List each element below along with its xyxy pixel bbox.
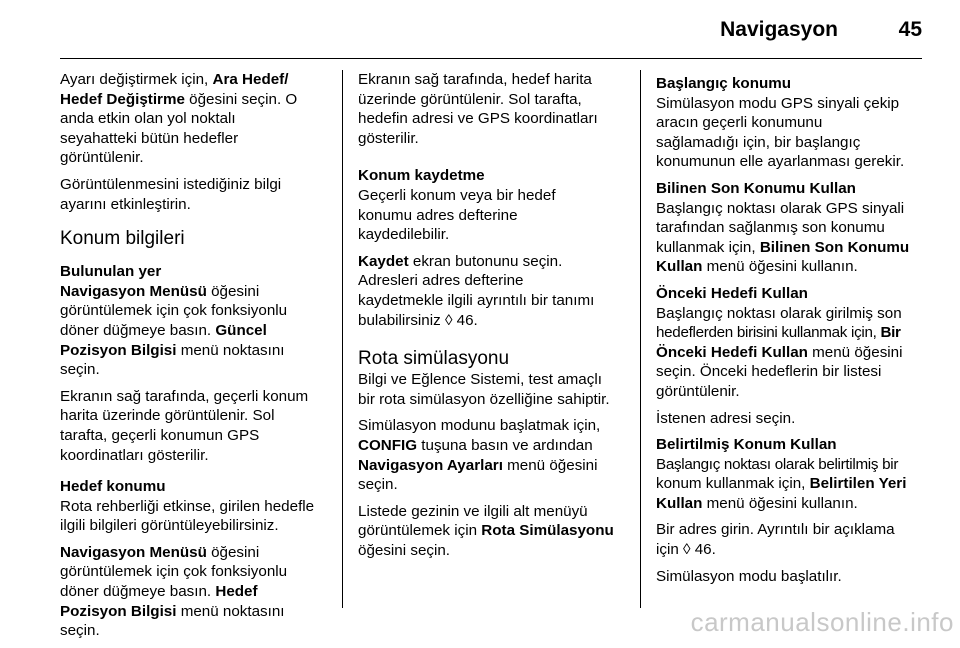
paragraph: Navigasyon Menüsü öğesini görüntülemek için çok fonksiyonlu döner düğmeye basın. Hedef Pozisyon Bilgisi menü noktasını seçin. xyxy=(60,543,288,640)
subsection-heading: Konum kaydetme xyxy=(358,167,485,185)
paragraph: Ekranın sağ tarafında, geçerli konum harita üzerinde görüntülenir. Sol tarafta, geçerli konumun GPS koordinatları gösterilir. xyxy=(60,387,309,464)
paragraph: Listede gezinin ve ilgili alt menüyü görüntülemek için Rota Simülasyonu öğesini seçin. xyxy=(358,502,614,559)
subsection-heading: Bilinen Son Konumu Kullan xyxy=(656,179,856,197)
subsection-heading: Bulunulan yer xyxy=(60,263,162,281)
paragraph: Bir adres girin. Ayrıntılı bir açıklama için ◊ 46. xyxy=(656,521,895,559)
column-3 xyxy=(656,70,928,593)
page-number: 45 xyxy=(898,18,922,41)
paragraph: Simülasyon modu GPS sinyali çekip aracın geçerli konumunu sağlamadığı için, bir başlangıç konumunun elle ayarlanması gerekir. xyxy=(656,94,905,171)
section-title: Rota simülasyonu xyxy=(358,348,510,370)
subsection-heading: Başlangıç konumu xyxy=(656,75,792,92)
watermark: carmanualsonline.info xyxy=(690,607,954,637)
paragraph: Görüntülenmesini istediğiniz bilgi ayarını etkinleştirin. xyxy=(60,175,282,213)
paragraph: Ekranın sağ tarafında, hedef harita üzerinde görüntülenir. Sol tarafta, hedefin adresi ve GPS koordinatları gösterilir. xyxy=(358,71,598,147)
paragraph: Simülasyon modu başlatılır. xyxy=(656,567,842,585)
paragraph: Simülasyon modunu başlatmak için, CONFIG tuşuna basın ve ardından Navigasyon Ayarları menü öğesini seçin. xyxy=(358,417,601,494)
paragraph: Ayarı değiştirmek için, Ara Hedef/ Hedef Değiştirme öğesini seçin. O anda etkin olan yol noktalı seyahatteki bütün hedefler görüntülenir. xyxy=(60,71,298,167)
paragraph: Başlangıç noktası olarak belirtilmiş bir konum kullanmak için, Belirtilen Yeri Kullan menü öğesini kullanın. xyxy=(656,455,907,512)
column-2 xyxy=(358,70,630,567)
subsection-heading: Hedef konumu xyxy=(60,478,166,496)
column-1 xyxy=(60,70,332,648)
paragraph: Başlangıç noktası olarak girilmiş son hedeflerden birisini kullanmak için, Bir Önceki Hedefi Kullan menü öğesini seçin. Önceki hedeflerin bir listesi görüntülenir. xyxy=(656,304,903,400)
paragraph: Kaydet ekran butonunu seçin. Adresleri adres defterine kaydetmekle ilgili ayrıntılı bir tanımı bulabilirsiniz ◊ 46. xyxy=(358,252,595,329)
paragraph: Geçerli konum veya bir hedef konumu adres defterine kaydedilebilir. xyxy=(358,186,556,244)
header-title: Navigasyon xyxy=(720,18,838,41)
paragraph: Rota rehberliği etkinse, girilen hedefle ilgili bilgileri görüntüleyebilirsiniz. xyxy=(60,497,315,535)
column-divider-1 xyxy=(342,70,343,608)
paragraph: Navigasyon Menüsü öğesini görüntülemek için çok fonksiyonlu döner düğmeye basın. Güncel Pozisyon Bilgisi menü noktasını seçin. xyxy=(60,282,288,379)
paragraph: İstenen adresi seçin. xyxy=(656,409,796,427)
column-divider-2 xyxy=(640,70,641,608)
section-title: Konum bilgileri xyxy=(60,228,185,250)
paragraph: Bilgi ve Eğlence Sistemi, test amaçlı bir rota simülasyon özelliğine sahiptir. xyxy=(358,371,610,408)
subsection-heading: Önceki Hedefi Kullan xyxy=(656,284,808,302)
page-header xyxy=(60,0,922,59)
subsection-heading: Belirtilmiş Konum Kullan xyxy=(656,436,837,454)
paragraph: Başlangıç noktası olarak GPS sinyali tarafından sağlanmış son konumu kullanmak için, Bilinen Son Konumu Kullan menü öğesini kullanın. xyxy=(656,199,910,276)
